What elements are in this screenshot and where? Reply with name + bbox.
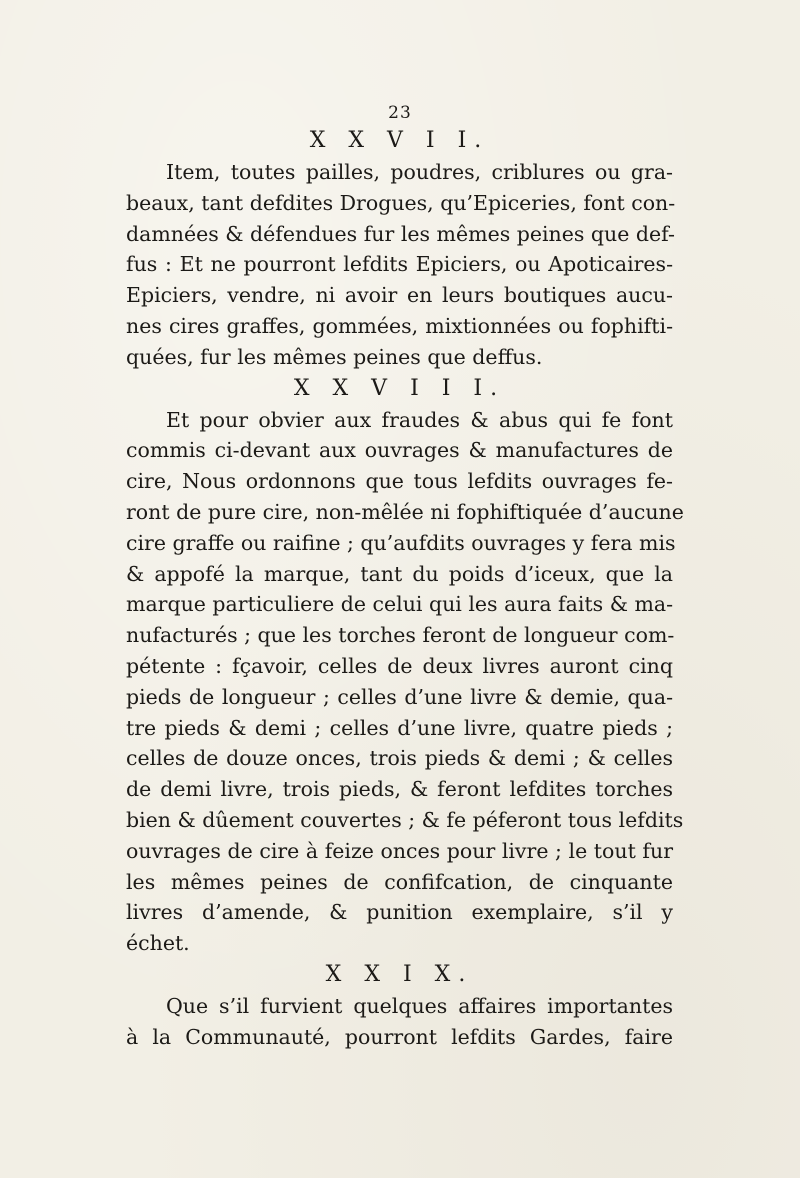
text-line: bien & dûement couvertes ; & fe péferont tous lefdits xyxy=(126,807,684,832)
text-line: fus : Et ne pourront lefdits Epiciers, ou Apoticaires- xyxy=(126,252,673,277)
text-line: échet. xyxy=(126,931,190,956)
text-line: de demi livre, trois pieds, & feront lefdites torches xyxy=(126,777,673,802)
article-heading-29: X X I X. xyxy=(325,961,474,987)
text-line: ouvrages de cire à feize onces pour livre ; le tout fur xyxy=(126,838,673,863)
page-number: 23 xyxy=(388,103,412,123)
text-line: à la Communauté, pourront lefdits Gardes, faire xyxy=(126,1024,673,1049)
text-line: Que s’il furvient quelques affaires importantes xyxy=(166,993,673,1018)
text-line: marque particuliere de celui qui les aura faits & ma- xyxy=(126,592,674,617)
text-line: celles de douze onces, trois pieds & demi ; & celles xyxy=(126,746,673,771)
text-line: damnées & défendues fur les mêmes peines que def- xyxy=(126,221,675,246)
text-line: cire, Nous ordonnons que tous lefdits ouvrages fe- xyxy=(126,469,673,494)
text-line: Et pour obvier aux fraudes & abus qui fe font xyxy=(166,407,673,432)
text-line: quées, fur les mêmes peines que deffus. xyxy=(126,344,543,369)
text-line: pétente : fçavoir, celles de deux livres auront cinq xyxy=(126,653,673,678)
text-line: nufacturés ; que les torches feront de longueur com- xyxy=(126,623,675,648)
text-line: tre pieds & demi ; celles d’une livre, quatre pieds ; xyxy=(126,715,673,740)
text-line: livres d’amende, & punition exemplaire, s’il y xyxy=(126,900,673,925)
text-line: cire graffe ou raifine ; qu’aufdits ouvrages y fera mis xyxy=(126,530,676,555)
text-line: pieds de longueur ; celles d’une livre & demie, qua- xyxy=(126,684,673,709)
text-line: ront de pure cire, non-mêlée ni fophiftiquée d’aucune xyxy=(126,499,684,524)
article-heading-28: X X V I I I. xyxy=(293,375,506,401)
text-line: beaux, tant defdites Drogues, qu’Epiceries, font con- xyxy=(126,190,676,215)
text-line: nes cires graffes, gommées, mixtionnées ou fophifti- xyxy=(126,313,673,338)
text-line: & appofé la marque, tant du poids d’iceux, que la xyxy=(126,561,673,586)
text-line: Epiciers, vendre, ni avoir en leurs boutiques aucu- xyxy=(126,283,673,308)
text-line: les mêmes peines de confifcation, de cinquante xyxy=(126,869,673,894)
text-line: commis ci-devant aux ouvrages & manufactures de xyxy=(126,438,673,463)
text-line: Item, toutes pailles, poudres, criblures ou gra- xyxy=(166,160,673,184)
article-heading-27: X X V I I. xyxy=(309,128,490,153)
text-block xyxy=(126,125,684,1053)
